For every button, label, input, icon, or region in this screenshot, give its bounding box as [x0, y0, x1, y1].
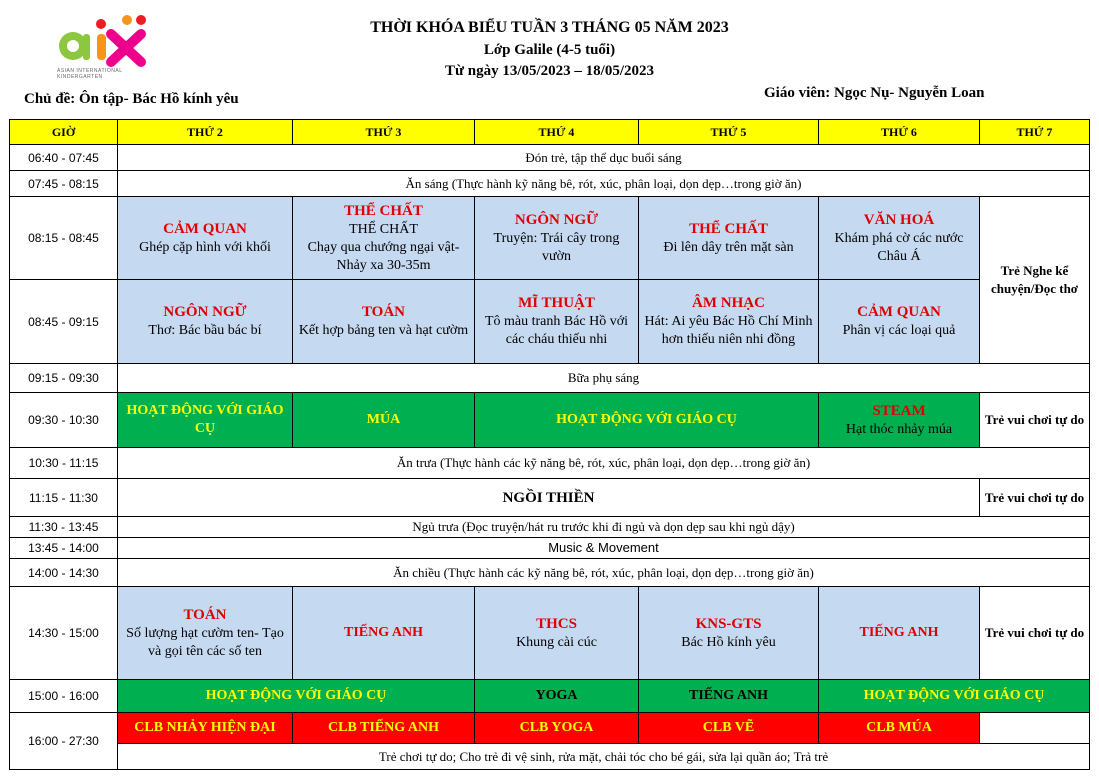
activity-cell: YOGA	[475, 680, 639, 713]
lesson-detail: Phân vị các loại quả	[842, 323, 956, 338]
table-row	[10, 680, 1090, 713]
club-cell: CLB YOGA	[475, 713, 639, 744]
lesson-detail: Kết hợp bảng ten và hạt cườm	[298, 323, 469, 338]
table-row	[10, 587, 1090, 680]
lesson-detail: Bác Hồ kính yêu	[681, 634, 776, 650]
lesson-subject: CẢM QUAN	[163, 220, 247, 237]
activity-cell: Đón trẻ, tập thể dục buổi sáng	[118, 145, 1090, 171]
activity-cell: HOẠT ĐỘNG VỚI GIÁO CỤ	[118, 680, 475, 713]
lesson-detail: Thơ: Bác bầu bác bí	[148, 323, 262, 338]
saturday-cell: Trẻ vui chơi tự do	[980, 393, 1090, 448]
col-header-thu: THỨ 5	[639, 120, 819, 145]
lesson-cell: TIẾNG ANH	[293, 587, 475, 680]
lesson-cell	[819, 393, 980, 448]
saturday-cell: Trẻ vui chơi tự do	[980, 587, 1090, 680]
activity-cell: HOẠT ĐỘNG VỚI GIÁO CỤ	[819, 680, 1090, 713]
activity-cell: HOẠT ĐỘNG VỚI GIÁO CỤ	[118, 393, 293, 448]
lesson-subject: STEAM	[872, 402, 926, 419]
lesson-cell	[475, 280, 639, 364]
table-row	[10, 744, 1090, 770]
teacher: Giáo viên: Ngọc Nụ- Nguyễn Loan	[764, 85, 985, 101]
table-row	[10, 559, 1090, 587]
time-cell: 09:15 - 09:30	[10, 364, 118, 393]
topic: Chủ đề: Ôn tập- Bác Hồ kính yêu	[24, 91, 239, 107]
activity-cell: NGỒI THIỀN	[118, 479, 980, 517]
activity-cell: TIẾNG ANH	[639, 680, 819, 713]
saturday-cell: Trẻ vui chơi tự do	[980, 479, 1090, 517]
club-cell: CLB MÚA	[819, 713, 980, 744]
lesson-detail: Khung cài cúc	[516, 634, 597, 650]
logo-tagline: ASIAN INTERNATIONAL KINDERGARTEN	[57, 68, 123, 80]
lesson-subject: NGÔN NGỮ	[514, 211, 599, 228]
lesson-cell	[118, 280, 293, 364]
page-title: THỜI KHÓA BIỂU TUẦN 3 THÁNG 05 NĂM 2023	[370, 19, 729, 36]
activity-cell: Trẻ chơi tự do; Cho trẻ đi vệ sinh, rửa mặt, chải tóc cho bé gái, sửa lại quần áo; Trả trẻ	[118, 744, 1090, 770]
time-cell: 14:00 - 14:30	[10, 559, 118, 587]
lesson-cell	[293, 197, 475, 280]
lesson-detail: Đi lên dây trên mặt sàn	[663, 239, 794, 255]
time-cell: 08:45 - 09:15	[10, 280, 118, 364]
lesson-detail: Số lượng hạt cườm ten- Tạo và gọi tên các số ten	[126, 625, 284, 659]
time-cell: 06:40 - 07:45	[10, 145, 118, 171]
empty-cell	[980, 713, 1090, 744]
activity-cell: Ngủ trưa (Đọc truyện/hát ru trước khi đi ngủ và dọn dẹp sau khi ngủ dậy)	[118, 517, 1090, 538]
col-header-tue: THỨ 3	[293, 120, 475, 145]
lesson-subject: TOÁN	[183, 606, 227, 623]
table-row	[10, 393, 1090, 448]
lesson-cell	[639, 280, 819, 364]
date-range: Từ ngày 13/05/2023 – 18/05/2023	[444, 63, 655, 79]
lesson-cell	[819, 280, 980, 364]
saturday-cell: Trẻ Nghe kể chuyện/Đọc thơ	[980, 197, 1090, 364]
activity-cell: HOẠT ĐỘNG VỚI GIÁO CỤ	[475, 393, 819, 448]
lesson-cell	[639, 197, 819, 280]
col-header-fri: THỨ 6	[819, 120, 980, 145]
activity-cell: Ăn trưa (Thực hành các kỹ năng bê, rót, xúc, phân loại, dọn dẹp…trong giờ ăn)	[118, 448, 1090, 479]
lesson-cell: TIẾNG ANH	[819, 587, 980, 680]
table-row	[10, 448, 1090, 479]
timetable	[9, 119, 1090, 770]
time-cell: 10:30 - 11:15	[10, 448, 118, 479]
lesson-subject: KNS-GTS	[695, 615, 762, 632]
lesson-detail: Hát: Ai yêu Bác Hồ Chí Minh hơn thiếu niên nhi đồng	[644, 314, 813, 347]
col-header-time: GIỜ	[10, 120, 118, 145]
table-header-row	[10, 120, 1090, 145]
activity-cell: Ăn sáng (Thực hành kỹ năng bê, rót, xúc, phân loại, dọn dẹp…trong giờ ăn)	[118, 171, 1090, 197]
table-row	[10, 145, 1090, 171]
lesson-subject: THCS	[536, 615, 577, 632]
table-row	[10, 364, 1090, 393]
time-cell: 13:45 - 14:00	[10, 538, 118, 559]
lesson-subject: TOÁN	[361, 304, 406, 320]
lesson-subject: NGÔN NGỮ	[163, 304, 247, 320]
time-cell: 09:30 - 10:30	[10, 393, 118, 448]
lesson-detail: THỂ CHẤT Chạy qua chướng ngại vật- Nhảy xa 30-35m	[307, 221, 460, 273]
lesson-cell	[819, 197, 980, 280]
time-cell: 15:00 - 16:00	[10, 680, 118, 713]
table-row	[10, 517, 1090, 538]
table-row	[10, 171, 1090, 197]
col-header-wed: THỨ 4	[475, 120, 639, 145]
lesson-subject: THỂ CHẤT	[689, 220, 768, 237]
lesson-cell	[639, 587, 819, 680]
table-row	[10, 479, 1090, 517]
lesson-detail: Khám phá cờ các nước Châu Á	[834, 230, 964, 264]
lesson-cell	[118, 587, 293, 680]
club-cell: CLB TIẾNG ANH	[293, 713, 475, 744]
lesson-subject: THỂ CHẤT	[344, 202, 423, 219]
activity-cell: Bữa phụ sáng	[118, 364, 1090, 393]
time-cell: 11:30 - 13:45	[10, 517, 118, 538]
table-row	[10, 713, 1090, 744]
lesson-detail: Hạt thóc nhảy múa	[845, 421, 953, 437]
col-header-mon: THỨ 2	[118, 120, 293, 145]
lesson-detail: Tô màu tranh Bác Hồ với các cháu thiếu nhi	[484, 314, 629, 347]
lesson-subject: ÂM NHẠC	[692, 295, 765, 311]
club-cell: CLB NHẢY HIỆN ĐẠI	[118, 713, 293, 744]
lesson-cell	[118, 197, 293, 280]
lesson-cell	[475, 587, 639, 680]
lesson-subject: MĨ THUẬT	[518, 295, 595, 311]
time-cell: 16:00 - 27:30	[10, 713, 118, 770]
table-row	[10, 280, 1090, 364]
lesson-subject: VĂN HOÁ	[863, 211, 935, 228]
lesson-cell	[293, 280, 475, 364]
time-cell: 14:30 - 15:00	[10, 587, 118, 680]
activity-cell: Music & Movement	[118, 538, 1090, 559]
activity-cell: Ăn chiều (Thực hành các kỹ năng bê, rót, xúc, phân loại, dọn dẹp…trong giờ ăn)	[118, 559, 1090, 587]
time-cell: 11:15 - 11:30	[10, 479, 118, 517]
activity-cell: MÚA	[293, 393, 475, 448]
col-header-sat: THỨ 7	[980, 120, 1090, 145]
time-cell: 08:15 - 08:45	[10, 197, 118, 280]
lesson-cell	[475, 197, 639, 280]
club-cell: CLB VẼ	[639, 713, 819, 744]
lesson-detail: Truyện: Trái cây trong vườn	[493, 230, 620, 264]
lesson-subject: CẢM QUAN	[857, 304, 941, 320]
class-name: Lớp Galile (4-5 tuổi)	[483, 42, 616, 58]
time-cell: 07:45 - 08:15	[10, 171, 118, 197]
table-row	[10, 538, 1090, 559]
table-row	[10, 197, 1090, 280]
lesson-detail: Ghép cặp hình với khối	[139, 239, 271, 255]
